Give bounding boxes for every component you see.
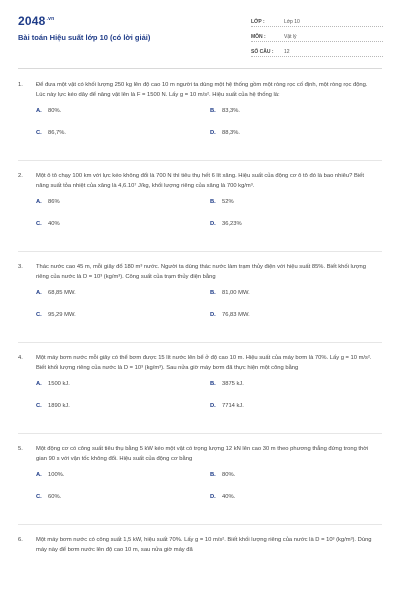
meta-row-class <box>251 13 383 27</box>
question-block <box>18 80 382 152</box>
question-block <box>18 444 382 516</box>
answer-option[interactable] <box>36 221 210 243</box>
option-text: 68,85 MW. <box>48 290 76 296</box>
option-text: 60%. <box>48 494 62 500</box>
answer-option[interactable] <box>210 108 384 130</box>
option-letter: C. <box>36 312 42 318</box>
answer-option[interactable] <box>36 290 210 312</box>
option-letter: B. <box>210 472 216 478</box>
option-letter: C. <box>36 221 42 227</box>
option-letter: D. <box>210 312 216 318</box>
answer-options <box>36 290 382 334</box>
page-header <box>0 0 400 66</box>
question-number: 1. <box>18 82 23 88</box>
answer-option[interactable] <box>210 290 384 312</box>
meta-value: Vật lý <box>284 34 297 40</box>
meta-row-count <box>251 43 383 57</box>
site-logo[interactable] <box>18 14 54 28</box>
answer-option[interactable] <box>36 472 210 494</box>
answer-option[interactable] <box>210 403 384 425</box>
option-text: 80%. <box>222 472 236 478</box>
question-stem <box>18 444 382 464</box>
option-letter: A. <box>36 108 42 114</box>
option-text: 88,3%. <box>222 130 241 136</box>
question-stem <box>18 353 382 373</box>
option-letter: B. <box>210 199 216 205</box>
meta-key: LỚP : <box>251 19 265 25</box>
option-letter: A. <box>36 381 42 387</box>
question-text: Để đưa một vật có khối lượng 250 kg lên độ cao 10 m người ta dùng một hệ thống gồm một ròng rọc cố định, một ròng rọc động. Lúc này lực kéo dây để nâng vật lên là F = 1500 N. Lấy g = 10 m/s². Hiệu suất của hệ thống là: <box>36 82 368 98</box>
option-text: 40%. <box>222 494 236 500</box>
option-text: 3875 kJ. <box>222 381 244 387</box>
question-divider <box>18 433 382 434</box>
question-number: 3. <box>18 264 23 270</box>
option-text: 36,23% <box>222 221 242 227</box>
question-stem <box>18 535 382 555</box>
logo-suffix: .vn <box>46 16 55 22</box>
answer-option[interactable] <box>36 130 210 152</box>
header-divider <box>18 68 382 69</box>
question-text: Một ô tô chạy 100 km với lực kéo không đổi là 700 N thì tiêu thụ hết 6 lít xăng. Hiệu suất của động cơ ô tô đó là bao nhiêu? Biết năng suất tỏa nhiệt của xăng là 4,6.10⁷ J/kg, khối lượng riêng của xăng là 700 kg/m³. <box>36 173 364 189</box>
question-block <box>18 171 382 243</box>
answer-option[interactable] <box>36 108 210 130</box>
option-letter: A. <box>36 199 42 205</box>
answer-option[interactable] <box>36 199 210 221</box>
question-block <box>18 262 382 334</box>
answer-option[interactable] <box>210 312 384 334</box>
answer-option[interactable] <box>210 381 384 403</box>
answer-option[interactable] <box>36 312 210 334</box>
option-letter: B. <box>210 290 216 296</box>
option-letter: B. <box>210 381 216 387</box>
answer-option[interactable] <box>210 199 384 221</box>
meta-box <box>251 13 383 58</box>
option-letter: C. <box>36 403 42 409</box>
option-letter: B. <box>210 108 216 114</box>
option-text: 95,29 MW. <box>48 312 76 318</box>
option-text: 1890 kJ. <box>48 403 70 409</box>
question-block <box>18 353 382 425</box>
option-text: 40% <box>48 221 60 227</box>
question-number: 5. <box>18 446 23 452</box>
option-letter: A. <box>36 290 42 296</box>
meta-value: Lớp 10 <box>284 19 300 25</box>
question-text: Một máy bơm nước mỗi giây có thể bơm được 15 lít nước lên bể ở độ cao 10 m. Hiệu suất của máy bơm là 70%. Lấy g = 10 m/s². Biết khối lượng riêng của nước là D = 10³ (kg/m³). Sau nửa giờ máy bơm đã thực hiện một công bằng <box>36 355 372 371</box>
question-stem <box>18 262 382 282</box>
answer-option[interactable] <box>210 221 384 243</box>
option-letter: A. <box>36 472 42 478</box>
option-letter: D. <box>210 130 216 136</box>
option-text: 76,83 MW. <box>222 312 250 318</box>
question-number: 4. <box>18 355 23 361</box>
answer-options <box>36 108 382 152</box>
question-divider <box>18 160 382 161</box>
meta-row-subject <box>251 28 383 42</box>
answer-option[interactable] <box>210 494 384 516</box>
document-title: Bài toán Hiệu suất lớp 10 (có lời giải) <box>18 33 151 42</box>
option-text: 86% <box>48 199 60 205</box>
option-text: 1500 kJ. <box>48 381 70 387</box>
answer-option[interactable] <box>36 381 210 403</box>
option-text: 80%. <box>48 108 62 114</box>
question-divider <box>18 524 382 525</box>
question-number: 2. <box>18 173 23 179</box>
answer-option[interactable] <box>36 494 210 516</box>
meta-key: MÔN : <box>251 34 266 40</box>
option-text: 83,3%. <box>222 108 241 114</box>
option-text: 7714 kJ. <box>222 403 244 409</box>
question-divider <box>18 342 382 343</box>
question-stem <box>18 171 382 191</box>
question-text: Một động cơ có công suất tiêu thụ bằng 5 kW kéo một vật có trọng lượng 12 kN lên cao 30 m theo phương thẳng đứng trong thời gian 90 s với vận tốc không đổi. Hiệu suất của động cơ bằng <box>36 446 369 462</box>
logo-text: 2048 <box>18 14 46 28</box>
option-letter: D. <box>210 403 216 409</box>
question-list <box>18 80 382 563</box>
option-text: 86,7%. <box>48 130 67 136</box>
question-block <box>18 535 382 555</box>
answer-options <box>36 381 382 425</box>
question-stem <box>18 80 382 100</box>
option-letter: C. <box>36 494 42 500</box>
question-divider <box>18 251 382 252</box>
meta-key: SỐ CÂU : <box>251 49 274 55</box>
answer-option[interactable] <box>210 130 384 152</box>
answer-options <box>36 199 382 243</box>
option-letter: C. <box>36 130 42 136</box>
option-letter: D. <box>210 494 216 500</box>
answer-options <box>36 472 382 516</box>
option-text: 81,00 MW. <box>222 290 250 296</box>
option-text: 100%. <box>48 472 65 478</box>
meta-value: 12 <box>284 49 290 55</box>
option-text: 52% <box>222 199 234 205</box>
answer-option[interactable] <box>210 472 384 494</box>
question-text: Thác nước cao 45 m, mỗi giây đổ 180 m³ nước. Người ta dùng thác nước làm trạm thủy điện với hiệu suất 85%. Biết khối lượng riêng của nước là D = 10³ (kg/m³). Công suất của trạm thủy điện bằng <box>36 264 366 280</box>
option-letter: D. <box>210 221 216 227</box>
question-number: 6. <box>18 537 23 543</box>
answer-option[interactable] <box>36 403 210 425</box>
question-text: Một máy bơm nước có công suất 1,5 kW, hiệu suất 70%. Lấy g = 10 m/s². Biết khối lượng riêng của nước là D = 10³ (kg/m³). Dùng máy này để bơm nước lên độ cao 10 m, sau nửa giờ máy đã <box>36 537 372 553</box>
